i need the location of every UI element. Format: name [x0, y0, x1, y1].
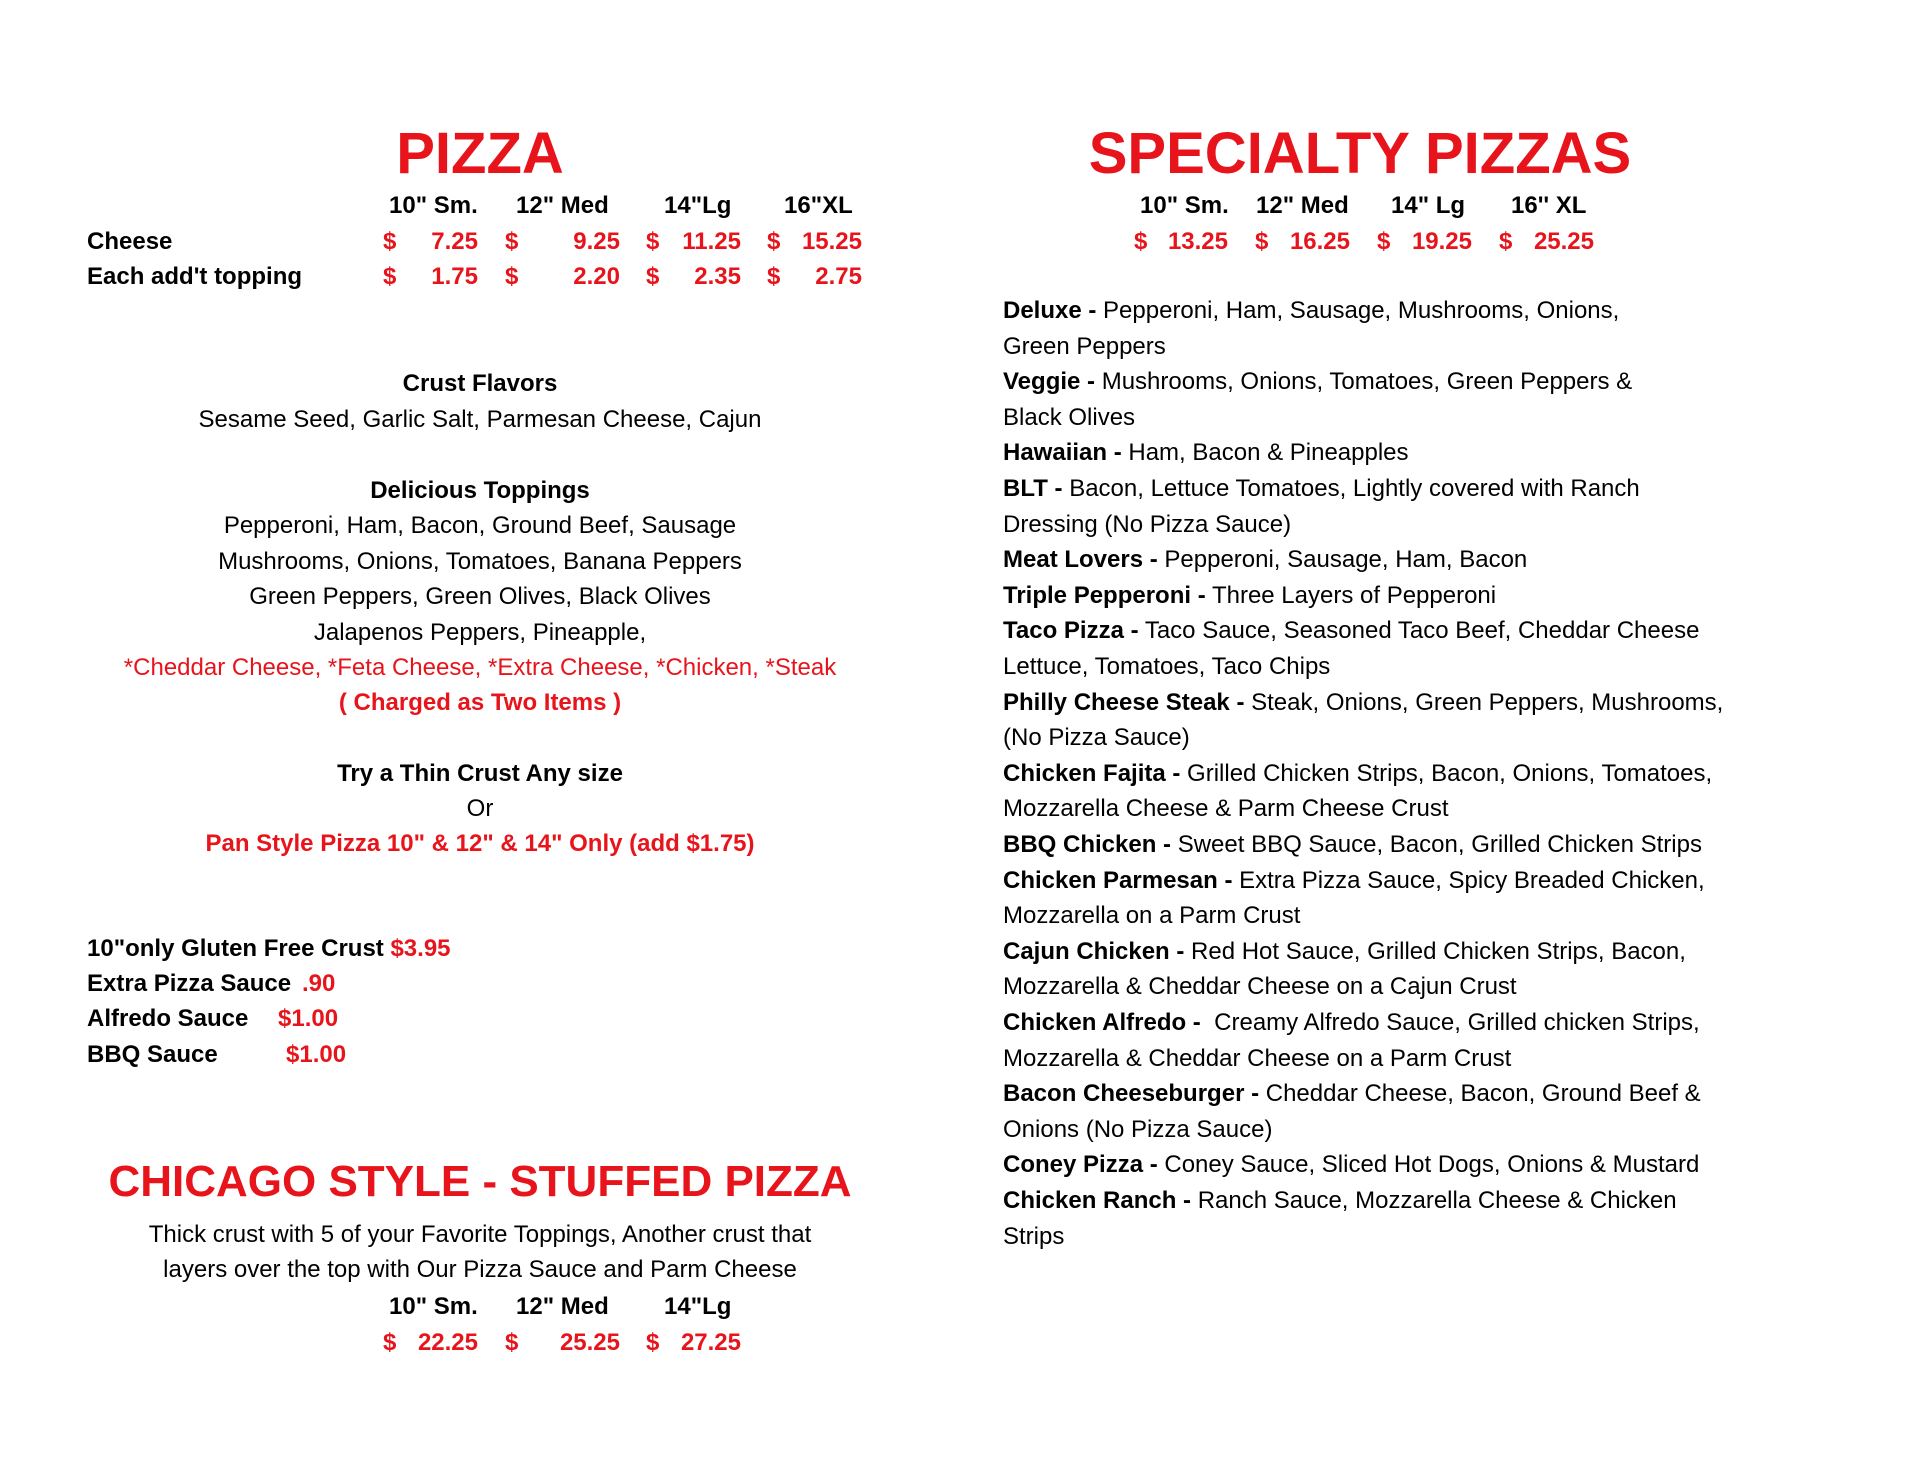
- currency-sign: $: [646, 228, 660, 255]
- specialty-item-name: Philly Cheese Steak -: [1003, 689, 1245, 716]
- thin-crust-line: Try a Thin Crust Any size: [337, 760, 623, 787]
- toppings-line: Pepperoni, Ham, Bacon, Ground Beef, Sausage: [223, 512, 737, 539]
- specialty-item-desc: Red Hot Sauce, Grilled Chicken Strips, Bacon,: [1184, 938, 1686, 965]
- specialty-item-desc: Creamy Alfredo Sauce, Grilled chicken Strips,: [1200, 1009, 1700, 1036]
- extra-item: [87, 937, 451, 961]
- price: 15.25: [801, 228, 862, 255]
- size-label: 10" Sm.: [389, 1293, 478, 1320]
- specialty-item-desc-cont: Green Peppers: [1003, 333, 1166, 360]
- specialty-item-name: Coney Pizza -: [1003, 1151, 1158, 1178]
- currency-sign: $: [1377, 228, 1391, 255]
- extra-price: .90: [302, 970, 336, 997]
- specialty-item-name: Bacon Cheeseburger -: [1003, 1080, 1260, 1107]
- price: 1.75: [431, 263, 478, 290]
- size-label: 16'' XL: [1511, 192, 1587, 219]
- size-label: 14"Lg: [664, 192, 732, 219]
- row-label: Cheese: [87, 228, 173, 255]
- specialty-item-name: Taco Pizza -: [1003, 617, 1139, 644]
- specialty-item: [1003, 1187, 1677, 1215]
- toppings-line: Jalapenos Peppers, Pineapple,: [313, 619, 647, 646]
- specialty-item-desc: Steak, Onions, Green Peppers, Mushrooms,: [1244, 689, 1724, 716]
- price: 13.25: [1167, 228, 1228, 255]
- price: 25.25: [1533, 228, 1594, 255]
- size-label: 14" Lg: [1391, 192, 1466, 219]
- size-label: 14"Lg: [664, 1293, 732, 1320]
- pizza-price-row: [0, 263, 900, 293]
- specialty-item: [1003, 867, 1705, 895]
- specialty-item: [1003, 368, 1632, 396]
- specialty-item-desc-cont: Lettuce, Tomatoes, Taco Chips: [1003, 653, 1331, 680]
- currency-sign: $: [767, 228, 781, 255]
- extra-price: $1.00: [286, 1041, 347, 1068]
- specialty-item: [1003, 617, 1699, 645]
- price: 11.25: [682, 228, 741, 255]
- currency-sign: $: [646, 263, 660, 290]
- specialty-item-desc: Mushrooms, Onions, Tomatoes, Green Peppers &: [1095, 368, 1633, 395]
- price: 9.25: [573, 228, 620, 255]
- thin-crust-or: Or: [466, 795, 494, 822]
- specialty-item-desc: Pepperoni, Sausage, Ham, Bacon: [1157, 546, 1528, 573]
- specialty-price-row: [0, 228, 1920, 258]
- currency-sign: $: [383, 1329, 397, 1356]
- price: 2.20: [573, 263, 620, 290]
- specialty-item-name: BLT -: [1003, 475, 1063, 502]
- price: 22.25: [417, 1329, 478, 1356]
- currency-sign: $: [1134, 228, 1148, 255]
- specialty-item: [1003, 439, 1409, 467]
- specialty-item-desc-cont: Dressing (No Pizza Sauce): [1003, 511, 1292, 538]
- extra-item: [87, 1043, 218, 1067]
- specialty-item-desc: Three Layers of Pepperoni: [1205, 582, 1497, 609]
- extra-item: [87, 972, 291, 996]
- toppings-line: Green Peppers, Green Olives, Black Olives: [249, 583, 711, 610]
- specialty-item-desc-cont: (No Pizza Sauce): [1003, 724, 1190, 751]
- premium-toppings: *Cheddar Cheese, *Feta Cheese, *Extra Cheese, *Chicken, *Steak: [123, 654, 837, 681]
- pizza-title: PIZZA: [396, 121, 564, 186]
- specialty-item: [1003, 689, 1723, 717]
- specialty-item-name: Hawaiian -: [1003, 439, 1122, 466]
- currency-sign: $: [1499, 228, 1513, 255]
- specialty-title: SPECIALTY PIZZAS: [1088, 121, 1632, 186]
- specialty-item-desc: Extra Pizza Sauce, Spicy Breaded Chicken,: [1232, 867, 1705, 894]
- specialty-item: [1003, 938, 1686, 966]
- price: 16.25: [1289, 228, 1350, 255]
- price: 2.35: [694, 263, 741, 290]
- size-label: 10" Sm.: [1140, 192, 1229, 219]
- specialty-item-desc: Ranch Sauce, Mozzarella Cheese & Chicken: [1191, 1187, 1677, 1214]
- specialty-item: [1003, 760, 1712, 788]
- specialty-item: [1003, 1009, 1700, 1037]
- currency-sign: $: [646, 1329, 660, 1356]
- specialty-item: [1003, 297, 1619, 325]
- currency-sign: $: [1255, 228, 1269, 255]
- extra-label: Alfredo Sauce: [87, 1005, 249, 1032]
- specialty-item-desc: Bacon, Lettuce Tomatoes, Lightly covered with Ranch: [1062, 475, 1640, 502]
- specialty-item-desc-cont: Mozzarella & Cheddar Cheese on a Parm Crust: [1003, 1045, 1512, 1072]
- price: 2.75: [815, 263, 862, 290]
- specialty-item-name: BBQ Chicken -: [1003, 831, 1172, 858]
- specialty-item-desc: Coney Sauce, Sliced Hot Dogs, Onions & Mustard: [1157, 1151, 1700, 1178]
- specialty-item: [1003, 546, 1527, 574]
- specialty-size-header: [0, 192, 1920, 222]
- chicago-price-row: [0, 1329, 900, 1359]
- specialty-item-desc-cont: Mozzarella & Cheddar Cheese on a Cajun Crust: [1003, 973, 1517, 1000]
- specialty-item-desc: Taco Sauce, Seasoned Taco Beef, Cheddar Cheese: [1138, 617, 1700, 644]
- currency-sign: $: [505, 263, 519, 290]
- size-label: 10" Sm.: [389, 192, 478, 219]
- size-label: 12" Med: [1256, 192, 1349, 219]
- chicago-title: CHICAGO STYLE - STUFFED PIZZA: [108, 1157, 852, 1206]
- currency-sign: $: [767, 263, 781, 290]
- specialty-item-name: Chicken Parmesan -: [1003, 867, 1233, 894]
- extra-price: $3.95: [390, 935, 451, 962]
- size-label: 12" Med: [516, 1293, 609, 1320]
- currency-sign: $: [383, 263, 397, 290]
- chicago-desc: Thick crust with 5 of your Favorite Toppings, Another crust that: [148, 1221, 812, 1248]
- specialty-item-desc: Pepperoni, Ham, Sausage, Mushrooms, Onions,: [1096, 297, 1620, 324]
- price: 25.25: [559, 1329, 620, 1356]
- specialty-item: [1003, 1151, 1699, 1179]
- specialty-item-desc-cont: Mozzarella Cheese & Parm Cheese Crust: [1003, 795, 1449, 822]
- size-label: 16"XL: [784, 192, 853, 219]
- extra-price: $1.00: [278, 1005, 339, 1032]
- specialty-item-desc: Ham, Bacon & Pineapples: [1121, 439, 1409, 466]
- price: 7.25: [431, 228, 478, 255]
- premium-note: ( Charged as Two Items ): [338, 689, 622, 716]
- specialty-item: [1003, 475, 1640, 503]
- extra-item: [87, 1007, 248, 1031]
- specialty-item-desc-cont: Strips: [1003, 1223, 1065, 1250]
- specialty-item-name: Chicken Alfredo -: [1003, 1009, 1201, 1036]
- extra-label: BBQ Sauce: [87, 1041, 218, 1068]
- specialty-item-desc-cont: Black Olives: [1003, 404, 1136, 431]
- chicago-desc: layers over the top with Our Pizza Sauce and Parm Cheese: [163, 1256, 797, 1283]
- specialty-item-desc: Sweet BBQ Sauce, Bacon, Grilled Chicken Strips: [1171, 831, 1702, 858]
- specialty-item-name: Veggie -: [1003, 368, 1096, 395]
- toppings-line: Mushrooms, Onions, Tomatoes, Banana Peppers: [218, 548, 742, 575]
- specialty-item-name: Cajun Chicken -: [1003, 938, 1185, 965]
- size-label: 12" Med: [516, 192, 609, 219]
- toppings-heading: Delicious Toppings: [370, 477, 590, 504]
- specialty-item: [1003, 582, 1496, 610]
- specialty-item-name: Deluxe -: [1003, 297, 1097, 324]
- specialty-item-name: Chicken Ranch -: [1003, 1187, 1192, 1214]
- specialty-item-name: Meat Lovers -: [1003, 546, 1158, 573]
- pan-style-line: Pan Style Pizza 10" & 12" & 14" Only (add $1.75): [205, 830, 755, 857]
- price: 27.25: [680, 1329, 741, 1356]
- specialty-item-desc: Cheddar Cheese, Bacon, Ground Beef &: [1259, 1080, 1701, 1107]
- currency-sign: $: [383, 228, 397, 255]
- row-label: Each add't topping: [87, 263, 303, 290]
- extra-label: 10"only Gluten Free Crust: [87, 935, 384, 962]
- specialty-item-name: Triple Pepperoni -: [1003, 582, 1206, 609]
- price: 19.25: [1411, 228, 1472, 255]
- specialty-item-desc-cont: Onions (No Pizza Sauce): [1003, 1116, 1273, 1143]
- extra-label: Extra Pizza Sauce: [87, 970, 292, 997]
- specialty-item: [1003, 1080, 1701, 1108]
- specialty-item-desc: Grilled Chicken Strips, Bacon, Onions, Tomatoes,: [1180, 760, 1713, 787]
- specialty-item-name: Chicken Fajita -: [1003, 760, 1181, 787]
- chicago-size-header: [0, 1293, 900, 1323]
- crust-heading: Crust Flavors: [402, 370, 558, 397]
- specialty-item-desc-cont: Mozzarella on a Parm Crust: [1003, 902, 1301, 929]
- currency-sign: $: [505, 1329, 519, 1356]
- specialty-item: [1003, 831, 1702, 859]
- crust-list: Sesame Seed, Garlic Salt, Parmesan Cheese, Cajun: [198, 406, 762, 433]
- currency-sign: $: [505, 228, 519, 255]
